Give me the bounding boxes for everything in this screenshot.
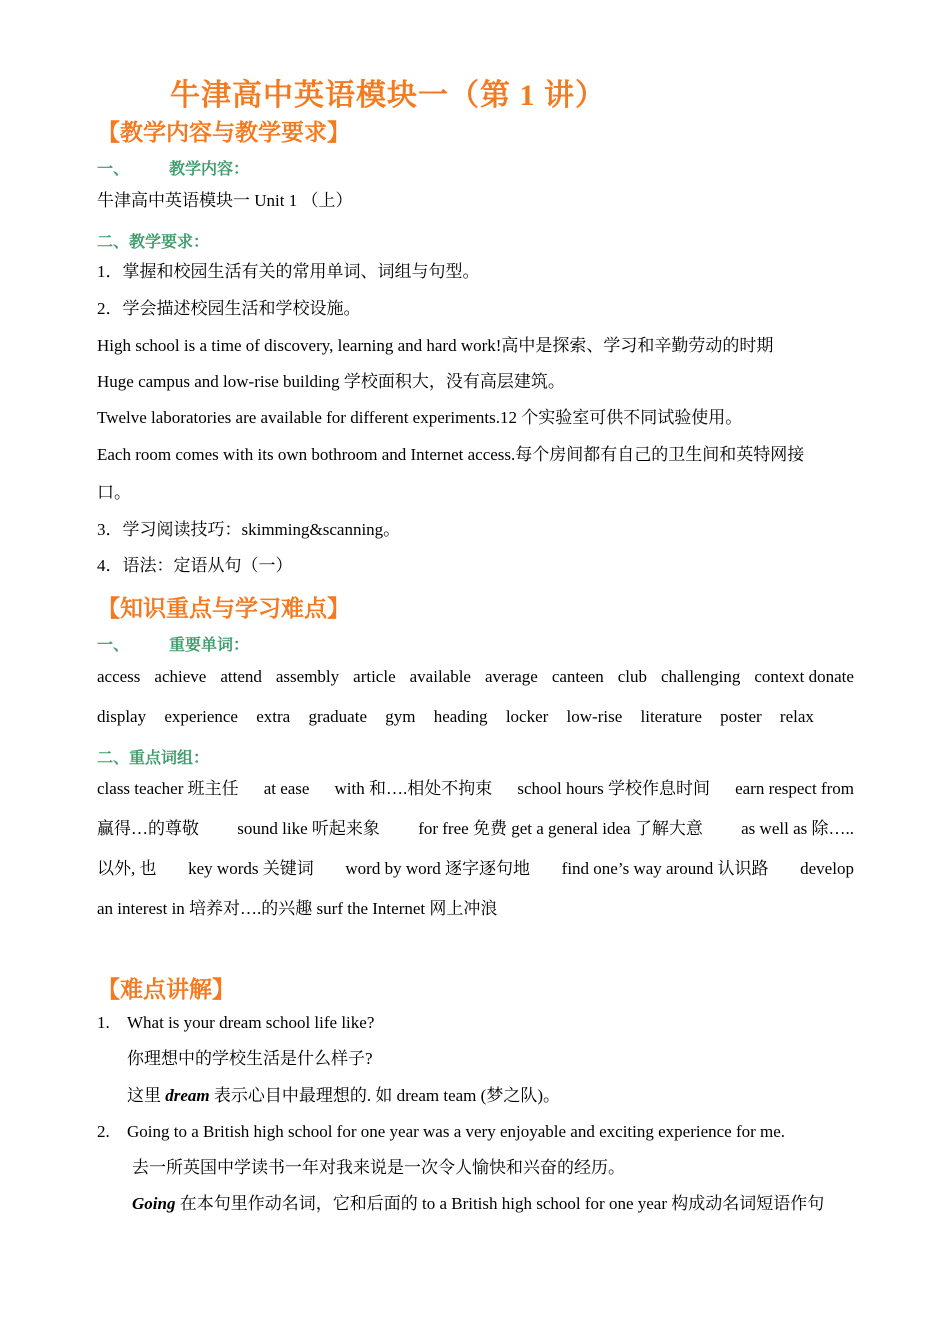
word-item: available (409, 667, 471, 686)
word-item: article (353, 667, 396, 686)
subheading-phrases: 二、重点词组： (97, 750, 210, 767)
note-text: 这里 (127, 1086, 166, 1105)
phrase-item: 赢得…的尊敬 (97, 819, 199, 838)
subheading-label: 教学内容： (169, 161, 250, 178)
word-item: challenging (661, 667, 741, 686)
item-2-chinese: 去一所英国中学读书一年对我来说是一次令人愉快和兴奋的经历。 (132, 1158, 625, 1177)
phrase-item: at ease (263, 779, 310, 798)
subheading-number: 一、 (97, 161, 130, 178)
phrase-line-4: an interest in 培养对….的兴趣 surf the Internet 网上冲浪 (97, 899, 498, 918)
word-list-line-1 (97, 666, 854, 688)
word-item: canteen (551, 667, 604, 686)
word-item: relax (779, 707, 814, 726)
word-item: context donate (754, 667, 854, 686)
phrase-item: word by word 逐字逐句地 (345, 859, 531, 878)
phrase-line-3 (97, 858, 854, 880)
word-item: poster (720, 707, 762, 726)
word-item: club (617, 667, 648, 686)
word-item: attend (220, 667, 262, 686)
phrase-item: earn respect from (735, 779, 854, 798)
note-keyword: Going (132, 1194, 176, 1213)
word-item: gym (385, 707, 416, 726)
example-sentence-1: High school is a time of discovery, learning and hard work!高中是探索、学习和辛勤劳动的时期 (97, 336, 774, 355)
example-sentence-4: Each room comes with its own bothroom and Internet access.每个房间都有自己的卫生间和英特网接 (97, 445, 805, 464)
word-item: graduate (308, 707, 367, 726)
word-item: locker (505, 707, 549, 726)
phrase-item: class teacher 班主任 (97, 779, 239, 798)
subheading-words (97, 632, 249, 655)
note-text: 表示心目中最理想的. 如 dream team (梦之队)。 (209, 1086, 560, 1105)
word-item: average (484, 667, 538, 686)
note-text: 在本句里作动名词，它和后面的 to a British high school for one year 构成动名词短语作句 (175, 1194, 825, 1213)
example-sentence-2: Huge campus and low-rise building 学校面积大，没有高层建筑。 (97, 372, 565, 391)
word-item: low-rise (566, 707, 623, 726)
phrase-item: key words 关键词 (188, 859, 314, 878)
word-item: heading (433, 707, 488, 726)
item-number-1: 1. (97, 1013, 110, 1032)
word-item: display (97, 707, 147, 726)
word-item: extra (256, 707, 291, 726)
subheading-label: 重要单词： (169, 637, 250, 654)
phrase-line-2 (97, 818, 854, 840)
word-item: experience (164, 707, 238, 726)
phrase-item: develop (800, 859, 854, 878)
subheading-content (97, 156, 249, 179)
item-1-chinese: 你理想中的学校生活是什么样子? (127, 1049, 373, 1068)
item-number-2: 2. (97, 1122, 110, 1141)
item-2-english: Going to a British high school for one year was a very enjoyable and exciting experience for me. (127, 1122, 786, 1141)
item-2-note (132, 1193, 824, 1215)
phrase-item: find one’s way around 认识路 (561, 859, 769, 878)
word-item: literature (640, 707, 702, 726)
requirement-1: 1．掌握和校园生活有关的常用单词、词组与句型。 (97, 262, 480, 281)
phrase-item: 以外, 也 (97, 859, 157, 878)
phrase-item: with 和….相处不拘束 (334, 779, 493, 798)
subheading-number: 一、 (97, 637, 130, 654)
requirement-4: 4．语法：定语从句（一） (97, 556, 293, 575)
word-item: achieve (154, 667, 207, 686)
subheading-requirements: 二、教学要求： (97, 234, 210, 251)
example-sentence-4-cont: 口。 (97, 483, 131, 502)
note-keyword: dream (165, 1086, 210, 1105)
example-sentence-3: Twelve laboratories are available for different experiments.12 个实验室可供不同试验使用。 (97, 408, 743, 427)
phrase-item: sound like 听起来象 (237, 819, 380, 838)
phrase-line-1 (97, 778, 854, 800)
section-heading-explanations: 【难点讲解】 (97, 977, 235, 1002)
section-heading-teaching: 【教学内容与教学要求】 (97, 120, 350, 145)
item-1-note (127, 1085, 560, 1107)
content-text: 牛津高中英语模块一 Unit 1 （上） (97, 191, 353, 210)
item-1-english: What is your dream school life like? (127, 1013, 375, 1032)
phrase-item: as well as 除….. (741, 819, 854, 838)
requirement-2: 2．学会描述校园生活和学校设施。 (97, 299, 361, 318)
requirement-3: 3．学习阅读技巧：skimming&scanning。 (97, 520, 401, 539)
phrase-item: for free 免费 get a general idea 了解大意 (418, 819, 703, 838)
word-list-line-2 (97, 706, 814, 728)
phrase-item: school hours 学校作息时间 (517, 779, 710, 798)
word-item: assembly (275, 667, 340, 686)
section-heading-key-points: 【知识重点与学习难点】 (97, 596, 350, 621)
word-item: access (97, 667, 141, 686)
document-title: 牛津高中英语模块一（第 1 讲） (170, 79, 606, 112)
